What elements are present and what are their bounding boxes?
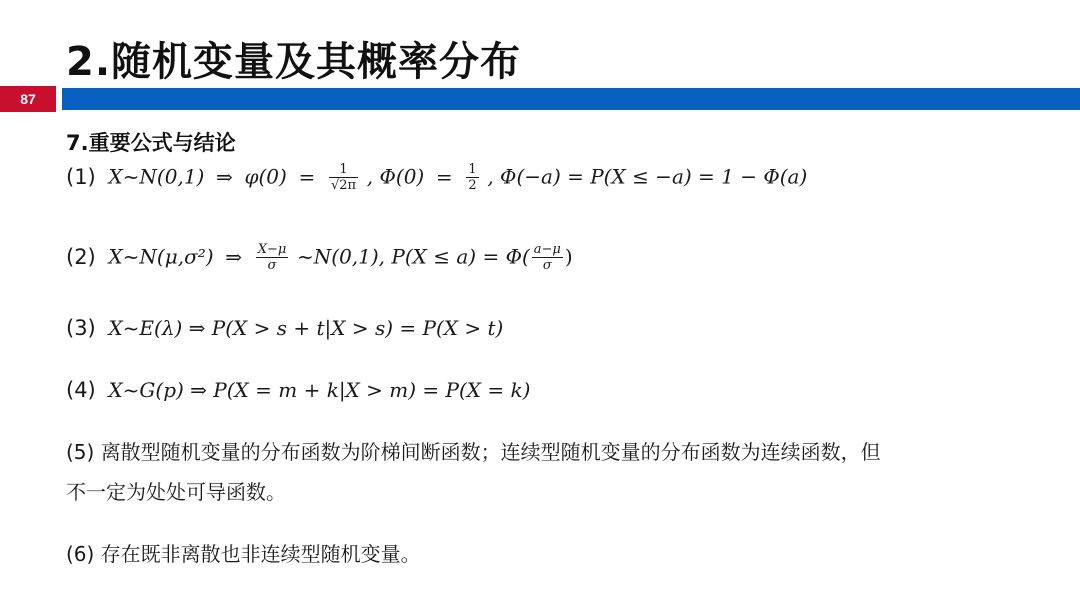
- slide-title: 2.随机变量及其概率分布: [66, 39, 522, 85]
- formula-1-part-d: , Φ(−a) = P(X ≤ −a) = 1 − Φ(a): [487, 164, 808, 189]
- formula-1-part-a: X~N(0,1): [108, 164, 205, 189]
- formula-1-arrow: ⇒: [216, 164, 233, 189]
- page-number-badge: 87: [0, 86, 56, 112]
- formula-2-arrow: ⇒: [225, 244, 243, 269]
- header-divider-bar: [62, 88, 1080, 110]
- formula-2-part-c: ): [564, 244, 573, 269]
- fraction-denominator: σ: [267, 258, 277, 273]
- formula-2-label: (2): [66, 244, 96, 269]
- formula-2-fraction-1: [256, 242, 289, 273]
- formula-1-part-c: , Φ(0): [366, 164, 425, 189]
- fraction-numerator: X−μ: [257, 242, 287, 257]
- fraction-numerator: a−μ: [533, 242, 561, 257]
- formula-1-part-b: φ(0): [244, 164, 287, 189]
- formula-1-label: (1): [66, 164, 96, 189]
- formula-2-part-b: ~N(0,1), P(X ≤ a) = Φ(: [297, 244, 530, 269]
- formula-2-fraction-2: [532, 242, 563, 273]
- fraction-numerator: 1: [468, 162, 477, 177]
- formula-3-text: X~E(λ) ⇒ P(X > s + t|X > s) = P(X > t): [108, 316, 504, 340]
- fraction-denominator: √2π: [330, 178, 357, 193]
- formula-1-equals-2: =: [435, 164, 453, 189]
- formula-4: [66, 378, 530, 402]
- fraction-denominator: σ: [542, 258, 552, 273]
- statement-5-line-2: 不一定为处处可导函数。: [66, 480, 286, 504]
- statement-5-line-1: (5) 离散型随机变量的分布函数为阶梯间断函数；连续型随机变量的分布函数为连续函数，但: [66, 440, 881, 464]
- statement-6: (6) 存在既非离散也非连续型随机变量。: [66, 542, 421, 566]
- formula-2-part-a: X~N(μ,σ²): [108, 244, 214, 269]
- formula-3-label: (3): [66, 316, 96, 340]
- formula-1-fraction-2: [466, 162, 478, 193]
- formula-3: [66, 316, 503, 340]
- formula-2: [66, 242, 573, 273]
- formula-1-equals: =: [298, 164, 316, 189]
- section-heading: 7.重要公式与结论: [66, 131, 236, 155]
- formula-4-label: (4): [66, 378, 96, 402]
- formula-4-text: X~G(p) ⇒ P(X = m + k|X > m) = P(X = k): [108, 378, 531, 402]
- fraction-numerator: 1: [329, 162, 358, 178]
- formula-1: [66, 162, 807, 193]
- formula-1-fraction-1: [329, 162, 358, 193]
- fraction-denominator: 2: [468, 178, 477, 193]
